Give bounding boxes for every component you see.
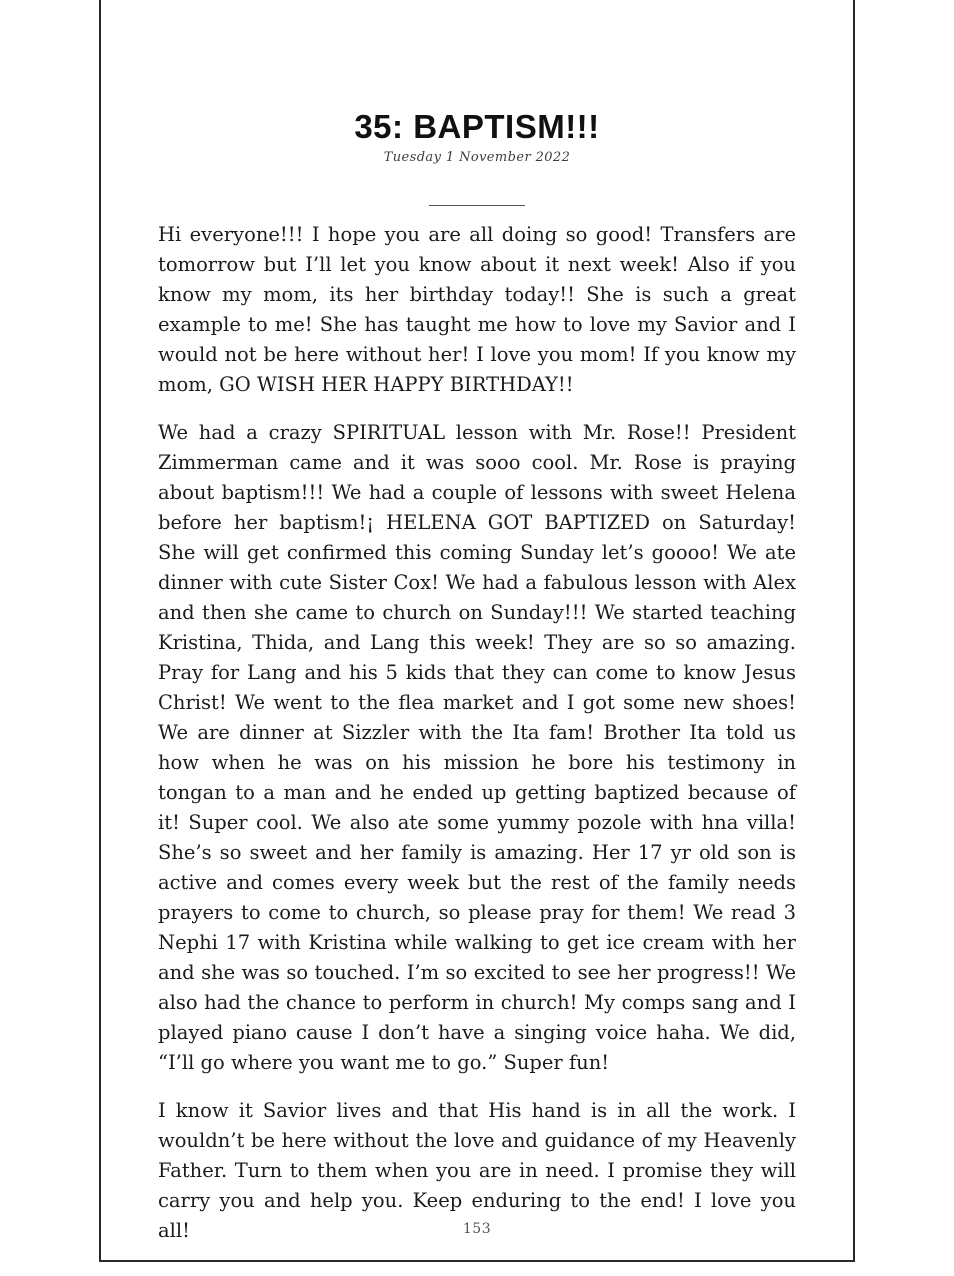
chapter-title: 35: BAPTISM!!! (354, 108, 600, 145)
paragraph-3: I know it Savior lives and that His hand is in all the work. I wouldn’t be here without the love and guidance of my Heavenly Father. Turn to them when you are in need. I promise they will carry you and help you. Keep enduring to the end! I love you all! (158, 1099, 796, 1242)
page-number: 153 (462, 1221, 492, 1237)
paragraph-1: Hi everyone!!! I hope you are all doing so good! Transfers are tomorrow but I’ll let you know about it next week! Also if you know my mom, its her birthday today!! She is such a great example to me! She has taught me how to love my Savior and I would not be here without her! I love you mom! If you know my mom, GO WISH HER HAPPY BIRTHDAY!! (158, 223, 796, 396)
paragraph-2: We had a crazy SPIRITUAL lesson with Mr. Rose!! President Zimmerman came and it was sooo cool. Mr. Rose is praying about baptism!!! We had a couple of lessons with sweet Helena before her baptism!¡ HELENA GOT BAPTIZED on Saturday! She will get confirmed this coming Sunday let’s goooo! We ate dinner with cute Sister Cox! We had a fabulous lesson with Alex and then she came to church on Sunday!!! We started teaching Kristina, Thida, and Lang this week! They are so so amazing. Pray for Lang and his 5 kids that they can come to know Jesus Christ! We went to the flea market and I got some new shoes! We are dinner at Sizzler with the Ita fam! Brother Ita told us how when he was on his mission he bore his testimony in tongan to a man and he ended up getting baptized because of it! Super cool. We also ate some yummy pozole with hna villa! She’s so sweet and her family is amazing. Her 17 yr old son is active and comes every week but the rest of the family needs prayers to come to church, so please pray for them! We read 3 Nephi 17 with Kristina while walking to get ice cream with her and she was so touched. I’m so excited to see her progress!! We also had the chance to perform in church! My comps sang and I played piano cause I don’t have a singing voice haha. We did, “I’ll go where you want me to go.” Super fun! (158, 421, 796, 1074)
entry-date: Tuesday 1 November 2022 (383, 150, 571, 165)
page-content (158, 0, 796, 1246)
section-divider (429, 205, 525, 206)
